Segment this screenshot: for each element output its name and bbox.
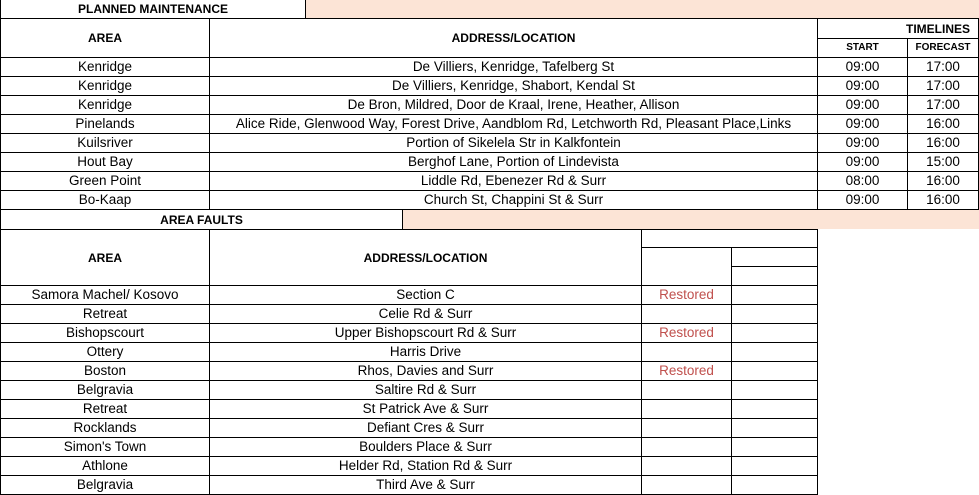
planned-maintenance-title: PLANNED MAINTENANCE <box>0 0 306 19</box>
status-cell <box>642 305 732 324</box>
address-cell: De Villiers, Kenridge, Tafelberg St <box>210 58 818 77</box>
address-cell: Liddle Rd, Ebenezer Rd & Surr <box>210 172 818 191</box>
address-cell: Celie Rd & Surr <box>210 305 642 324</box>
forecast-time-cell: 17:00 <box>908 96 979 115</box>
start-time-cell: 09:00 <box>818 134 908 153</box>
status-cell <box>642 438 732 457</box>
area-cell: Green Point <box>0 172 210 191</box>
area-cell: Belgravia <box>0 381 210 400</box>
start-time-cell: 09:00 <box>818 96 908 115</box>
planned-header-row <box>0 19 979 58</box>
status-cell: Restored <box>642 324 732 343</box>
area-cell: Kenridge <box>0 77 210 96</box>
area-cell: Hout Bay <box>0 153 210 172</box>
area-cell: Bo-Kaap <box>0 191 210 210</box>
address-cell: Defiant Cres & Surr <box>210 419 642 438</box>
area-cell: Boston <box>0 362 210 381</box>
empty-cell <box>732 381 818 400</box>
area-cell: Athlone <box>0 457 210 476</box>
fault-row <box>0 400 979 419</box>
area-cell: Kenridge <box>0 58 210 77</box>
status-cell <box>642 343 732 362</box>
planned-row <box>0 77 979 96</box>
fault-row <box>0 362 979 381</box>
status-subheader-column <box>732 248 818 286</box>
address-cell: Boulders Place & Surr <box>210 438 642 457</box>
status-cell <box>642 476 732 495</box>
fault-row <box>0 305 979 324</box>
address-cell: Harris Drive <box>210 343 642 362</box>
address-cell: De Bron, Mildred, Door de Kraal, Irene, Heather, Allison <box>210 96 818 115</box>
address-cell: St Patrick Ave & Surr <box>210 400 642 419</box>
area-cell: Retreat <box>0 400 210 419</box>
fault-row <box>0 381 979 400</box>
timelines-header-group <box>818 19 979 58</box>
address-cell: Saltire Rd & Surr <box>210 381 642 400</box>
forecast-time-cell: 17:00 <box>908 77 979 96</box>
address-cell: Rhos, Davies and Surr <box>210 362 642 381</box>
address-cell: Church St, Chappini St & Surr <box>210 191 818 210</box>
empty-cell <box>732 286 818 305</box>
address-cell: Berghof Lane, Portion of Lindevista <box>210 153 818 172</box>
empty-cell <box>732 305 818 324</box>
address-cell: Third Ave & Surr <box>210 476 642 495</box>
status-subheader <box>642 248 818 286</box>
fault-row <box>0 286 979 305</box>
planned-row <box>0 58 979 77</box>
empty-cell <box>732 457 818 476</box>
area-cell: Pinelands <box>0 115 210 134</box>
area-cell: Samora Machel/ Kosovo <box>0 286 210 305</box>
area-faults-title: AREA FAULTS <box>0 210 403 229</box>
column-header-area: AREA <box>0 229 210 286</box>
fault-row <box>0 343 979 362</box>
start-time-cell: 09:00 <box>818 58 908 77</box>
planned-row <box>0 96 979 115</box>
start-time-cell: 09:00 <box>818 191 908 210</box>
column-header-timelines: TIMELINES <box>818 19 979 39</box>
banner-fill <box>403 210 979 229</box>
address-cell: Helder Rd, Station Rd & Surr <box>210 457 642 476</box>
empty-cell <box>732 438 818 457</box>
start-time-cell: 09:00 <box>818 115 908 134</box>
address-cell: Portion of Sikelela Str in Kalkfontein <box>210 134 818 153</box>
status-cell <box>642 400 732 419</box>
fault-row <box>0 324 979 343</box>
planned-row <box>0 191 979 210</box>
blank-header-cell <box>642 229 818 248</box>
status-cell <box>642 381 732 400</box>
address-cell: Alice Ride, Glenwood Way, Forest Drive, Aandblom Rd, Letchworth Rd, Pleasant Place,Links <box>210 115 818 134</box>
fault-row <box>0 457 979 476</box>
status-cell <box>642 419 732 438</box>
address-cell: De Villiers, Kenridge, Shabort, Kendal St <box>210 77 818 96</box>
area-cell: Ottery <box>0 343 210 362</box>
forecast-time-cell: 16:00 <box>908 191 979 210</box>
empty-cell <box>732 343 818 362</box>
blank-header-cell <box>642 248 732 286</box>
planned-row <box>0 153 979 172</box>
status-header-group <box>642 229 818 286</box>
forecast-time-cell: 16:00 <box>908 134 979 153</box>
area-cell: Rocklands <box>0 419 210 438</box>
banner-fill <box>306 0 979 19</box>
forecast-time-cell: 16:00 <box>908 172 979 191</box>
forecast-time-cell: 17:00 <box>908 58 979 77</box>
empty-cell <box>732 419 818 438</box>
faults-header-row <box>0 229 979 286</box>
column-header-address: ADDRESS/LOCATION <box>210 19 818 58</box>
status-cell <box>642 457 732 476</box>
empty-cell <box>732 476 818 495</box>
column-header-area: AREA <box>0 19 210 58</box>
area-cell: Simon's Town <box>0 438 210 457</box>
address-cell: Upper Bishopscourt Rd & Surr <box>210 324 642 343</box>
planned-maintenance-banner <box>0 0 979 19</box>
column-header-forecast: FORECAST <box>908 39 979 58</box>
status-cell: Restored <box>642 362 732 381</box>
area-cell: Belgravia <box>0 476 210 495</box>
forecast-time-cell: 15:00 <box>908 153 979 172</box>
planned-row <box>0 134 979 153</box>
start-time-cell: 09:00 <box>818 153 908 172</box>
column-header-start: START <box>818 39 908 58</box>
area-faults-banner <box>0 210 979 229</box>
area-cell: Retreat <box>0 305 210 324</box>
blank-header-cell <box>732 248 818 267</box>
fault-row <box>0 419 979 438</box>
planned-row <box>0 115 979 134</box>
empty-cell <box>732 324 818 343</box>
fault-row <box>0 476 979 495</box>
address-cell: Section C <box>210 286 642 305</box>
fault-row <box>0 438 979 457</box>
area-cell: Kuilsriver <box>0 134 210 153</box>
timelines-subheader <box>818 39 979 58</box>
empty-cell <box>732 400 818 419</box>
empty-cell <box>732 362 818 381</box>
status-cell: Restored <box>642 286 732 305</box>
area-cell: Bishopscourt <box>0 324 210 343</box>
forecast-time-cell: 16:00 <box>908 115 979 134</box>
start-time-cell: 08:00 <box>818 172 908 191</box>
planned-row <box>0 172 979 191</box>
blank-header-cell <box>732 267 818 286</box>
start-time-cell: 09:00 <box>818 77 908 96</box>
column-header-address: ADDRESS/LOCATION <box>210 229 642 286</box>
area-cell: Kenridge <box>0 96 210 115</box>
